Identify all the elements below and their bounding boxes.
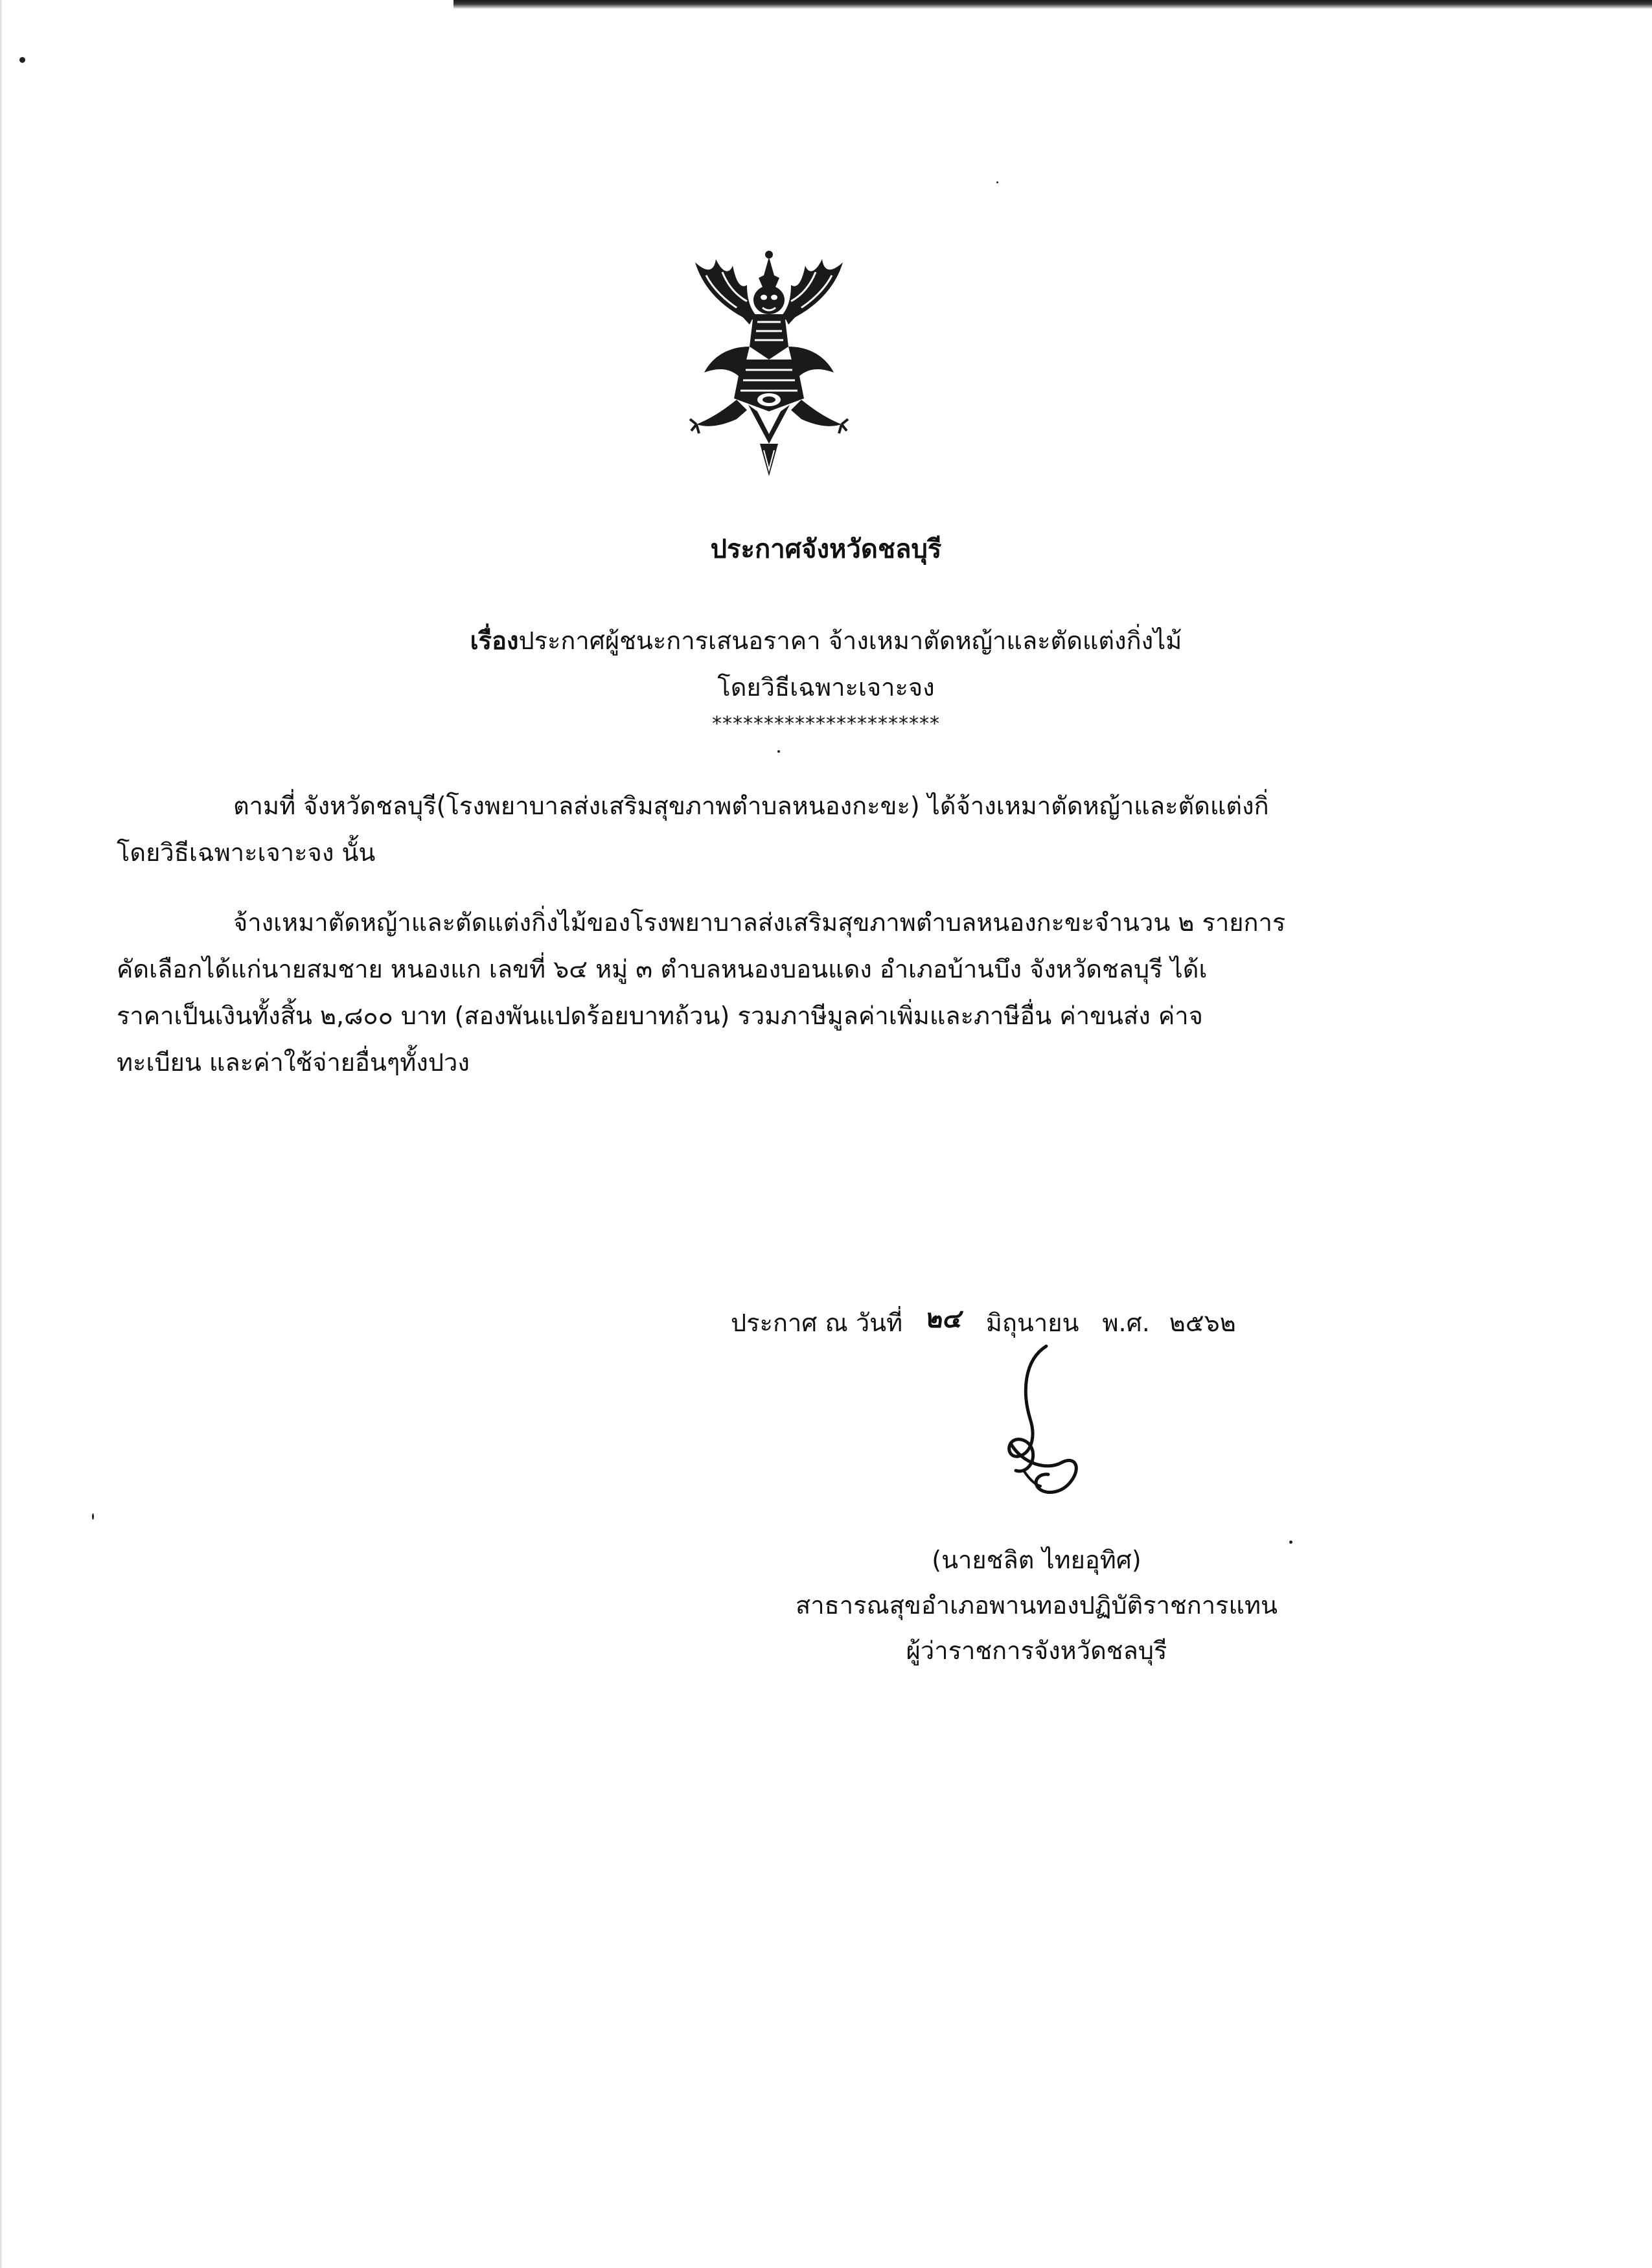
paragraph-line: ทะเบียน และค่าใช้จ่ายอื่นๆทั้งปวง	[117, 1048, 470, 1077]
garuda-emblem-icon	[677, 249, 862, 479]
subject-text: ประกาศผู้ชนะการเสนอราคา จ้างเหมาตัดหญ้าและตัดแต่งกิ่งไม้	[518, 626, 1182, 655]
date-era: พ.ศ.	[1102, 1309, 1150, 1337]
paragraph-line: ตามที่ จังหวัดชลบุรี(โรงพยาบาลส่งเสริมสุขภาพตำบลหนองกะขะ) ได้จ้างเหมาตัดหญ้าและตัดแต่งกิ่	[233, 792, 1269, 820]
handwritten-signature-icon	[985, 1341, 1101, 1516]
date-day-handwritten: ๒๔	[924, 1303, 966, 1334]
paragraph-line: ราคาเป็นเงินทั้งสิ้น ๒,๘๐๐ บาท (สองพันแปดร้อยบาทถ้วน) รวมภาษีมูลค่าเพิ่มและภาษีอื่น ค่าขนส่ง ค่าจ	[117, 1002, 1203, 1030]
scan-speck	[19, 57, 25, 63]
scan-speck	[777, 750, 780, 753]
body-paragraph-1	[117, 785, 1652, 878]
scan-speck	[92, 1513, 94, 1520]
scan-speck	[996, 181, 998, 183]
procurement-method: โดยวิธีเฉพาะเจาะจง	[717, 673, 935, 702]
signatory-authority: ผู้ว่าราชการจังหวัดชลบุรี	[906, 1636, 1167, 1665]
separator-line: **********************	[712, 713, 940, 735]
body-paragraph-2	[117, 902, 1652, 1088]
document-title: ประกาศจังหวัดชลบุรี	[710, 534, 942, 564]
scan-edge-left	[0, 0, 3, 2268]
paragraph-line: จ้างเหมาตัดหญ้าและตัดแต่งกิ่งไม้ของโรงพยาบาลส่งเสริมสุขภาพตำบลหนองกะขะจำนวน ๒ รายการ	[233, 908, 1286, 937]
paragraph-line: คัดเลือกได้แก่นายสมชาย หนองแก เลขที่ ๖๔ หมู่ ๓ ตำบลหนองบอนแดง อำเภอบ้านบึง จังหวัดชลบุรี ได้เ	[117, 955, 1208, 983]
subject-label: เรื่อง	[470, 626, 519, 655]
date-year: ๒๕๖๒	[1169, 1309, 1236, 1337]
date-prefix: ประกาศ ณ วันที่	[731, 1309, 903, 1337]
paragraph-line: โดยวิธีเฉพาะเจาะจง นั้น	[117, 838, 376, 867]
date-month: มิถุนายน	[985, 1309, 1079, 1337]
signatory-name: (นายชลิต ไทยอุทิศ)	[932, 1546, 1141, 1574]
subject-line	[0, 622, 1652, 659]
signatory-position: สาธารณสุขอำเภอพานทองปฏิบัติราชการแทน	[796, 1591, 1278, 1620]
announcement-date	[731, 1302, 1651, 1344]
scan-edge-top	[453, 0, 1652, 9]
